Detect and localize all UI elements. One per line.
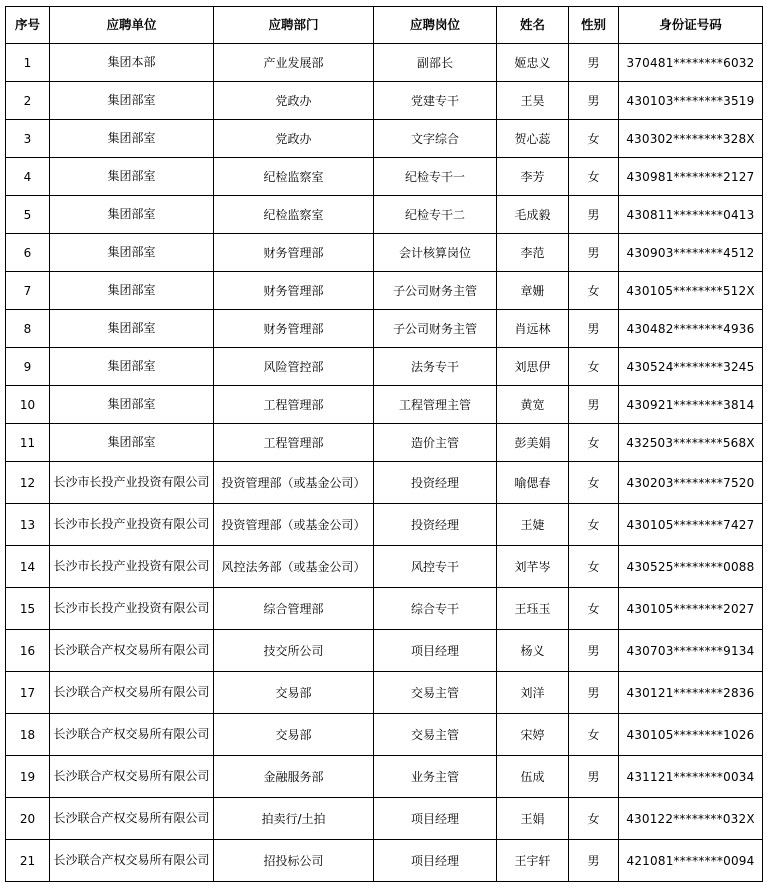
cell-gender: 男 bbox=[569, 196, 619, 234]
cell-id-number: 430105********1026 bbox=[619, 714, 763, 756]
cell-name: 黄宽 bbox=[497, 386, 569, 424]
cell-name: 王珏玉 bbox=[497, 588, 569, 630]
table-row bbox=[6, 82, 763, 120]
cell-gender: 女 bbox=[569, 588, 619, 630]
cell-name: 王婕 bbox=[497, 504, 569, 546]
cell-gender: 女 bbox=[569, 798, 619, 840]
table-row bbox=[6, 714, 763, 756]
table-row bbox=[6, 386, 763, 424]
cell-id-number: 370481********6032 bbox=[619, 44, 763, 82]
cell-seq: 4 bbox=[6, 158, 50, 196]
cell-position: 综合专干 bbox=[374, 588, 497, 630]
header-id-number: 身份证号码 bbox=[619, 7, 763, 44]
cell-gender: 女 bbox=[569, 504, 619, 546]
cell-position: 党建专干 bbox=[374, 82, 497, 120]
cell-seq: 11 bbox=[6, 424, 50, 462]
cell-name: 喻偲春 bbox=[497, 462, 569, 504]
cell-seq: 16 bbox=[6, 630, 50, 672]
header-name: 姓名 bbox=[497, 7, 569, 44]
cell-name: 伍成 bbox=[497, 756, 569, 798]
table-row bbox=[6, 120, 763, 158]
cell-seq: 21 bbox=[6, 840, 50, 882]
cell-department: 风控法务部（或基金公司） bbox=[214, 546, 374, 588]
cell-name: 肖远林 bbox=[497, 310, 569, 348]
cell-seq: 8 bbox=[6, 310, 50, 348]
cell-position: 纪检专干二 bbox=[374, 196, 497, 234]
cell-position: 项目经理 bbox=[374, 630, 497, 672]
table-row bbox=[6, 310, 763, 348]
cell-gender: 女 bbox=[569, 272, 619, 310]
cell-name: 贺心蕊 bbox=[497, 120, 569, 158]
cell-name: 王宇轩 bbox=[497, 840, 569, 882]
cell-seq: 3 bbox=[6, 120, 50, 158]
cell-unit: 集团部室 bbox=[50, 120, 214, 158]
cell-name: 杨义 bbox=[497, 630, 569, 672]
cell-department: 交易部 bbox=[214, 714, 374, 756]
cell-unit: 集团本部 bbox=[50, 44, 214, 82]
cell-department: 综合管理部 bbox=[214, 588, 374, 630]
cell-name: 宋婷 bbox=[497, 714, 569, 756]
cell-id-number: 430703********9134 bbox=[619, 630, 763, 672]
cell-department: 纪检监察室 bbox=[214, 196, 374, 234]
cell-gender: 女 bbox=[569, 462, 619, 504]
cell-position: 项目经理 bbox=[374, 840, 497, 882]
cell-department: 工程管理部 bbox=[214, 386, 374, 424]
cell-unit: 长沙联合产权交易所有限公司 bbox=[50, 714, 214, 756]
cell-unit: 集团部室 bbox=[50, 424, 214, 462]
cell-department: 投资管理部（或基金公司） bbox=[214, 504, 374, 546]
table-row bbox=[6, 424, 763, 462]
cell-gender: 女 bbox=[569, 158, 619, 196]
cell-seq: 7 bbox=[6, 272, 50, 310]
cell-gender: 男 bbox=[569, 82, 619, 120]
cell-department: 投资管理部（或基金公司） bbox=[214, 462, 374, 504]
table-row bbox=[6, 588, 763, 630]
cell-id-number: 430203********7520 bbox=[619, 462, 763, 504]
cell-unit: 集团部室 bbox=[50, 386, 214, 424]
cell-name: 彭美娟 bbox=[497, 424, 569, 462]
cell-position: 投资经理 bbox=[374, 462, 497, 504]
cell-unit: 长沙联合产权交易所有限公司 bbox=[50, 630, 214, 672]
cell-gender: 男 bbox=[569, 44, 619, 82]
cell-unit: 集团部室 bbox=[50, 234, 214, 272]
table-header bbox=[6, 7, 763, 44]
cell-seq: 2 bbox=[6, 82, 50, 120]
cell-id-number: 430103********3519 bbox=[619, 82, 763, 120]
cell-id-number: 430525********0088 bbox=[619, 546, 763, 588]
cell-department: 财务管理部 bbox=[214, 272, 374, 310]
cell-gender: 男 bbox=[569, 386, 619, 424]
cell-department: 拍卖行/土拍 bbox=[214, 798, 374, 840]
cell-seq: 6 bbox=[6, 234, 50, 272]
header-gender: 性别 bbox=[569, 7, 619, 44]
cell-seq: 1 bbox=[6, 44, 50, 82]
table-row bbox=[6, 504, 763, 546]
cell-seq: 17 bbox=[6, 672, 50, 714]
cell-id-number: 432503********568X bbox=[619, 424, 763, 462]
cell-unit: 集团部室 bbox=[50, 272, 214, 310]
cell-gender: 男 bbox=[569, 840, 619, 882]
cell-position: 交易主管 bbox=[374, 672, 497, 714]
cell-unit: 长沙联合产权交易所有限公司 bbox=[50, 756, 214, 798]
cell-department: 金融服务部 bbox=[214, 756, 374, 798]
table-row bbox=[6, 272, 763, 310]
cell-department: 工程管理部 bbox=[214, 424, 374, 462]
cell-position: 造价主管 bbox=[374, 424, 497, 462]
table-row bbox=[6, 348, 763, 386]
cell-gender: 女 bbox=[569, 424, 619, 462]
cell-position: 子公司财务主管 bbox=[374, 272, 497, 310]
cell-unit: 集团部室 bbox=[50, 310, 214, 348]
cell-unit: 长沙市长投产业投资有限公司 bbox=[50, 462, 214, 504]
cell-unit: 长沙联合产权交易所有限公司 bbox=[50, 672, 214, 714]
cell-department: 招投标公司 bbox=[214, 840, 374, 882]
header-department: 应聘部门 bbox=[214, 7, 374, 44]
table-row bbox=[6, 630, 763, 672]
cell-department: 产业发展部 bbox=[214, 44, 374, 82]
cell-position: 工程管理主管 bbox=[374, 386, 497, 424]
cell-seq: 19 bbox=[6, 756, 50, 798]
cell-seq: 20 bbox=[6, 798, 50, 840]
cell-id-number: 421081********0094 bbox=[619, 840, 763, 882]
cell-name: 李范 bbox=[497, 234, 569, 272]
cell-unit: 集团部室 bbox=[50, 158, 214, 196]
cell-name: 刘芊岑 bbox=[497, 546, 569, 588]
cell-department: 党政办 bbox=[214, 120, 374, 158]
table-row bbox=[6, 196, 763, 234]
cell-department: 财务管理部 bbox=[214, 310, 374, 348]
table-row bbox=[6, 756, 763, 798]
table-row bbox=[6, 462, 763, 504]
cell-id-number: 430302********328X bbox=[619, 120, 763, 158]
header-unit: 应聘单位 bbox=[50, 7, 214, 44]
table-row bbox=[6, 840, 763, 882]
cell-name: 李芳 bbox=[497, 158, 569, 196]
cell-seq: 10 bbox=[6, 386, 50, 424]
cell-seq: 12 bbox=[6, 462, 50, 504]
cell-seq: 18 bbox=[6, 714, 50, 756]
cell-gender: 男 bbox=[569, 630, 619, 672]
cell-department: 交易部 bbox=[214, 672, 374, 714]
cell-seq: 9 bbox=[6, 348, 50, 386]
cell-gender: 男 bbox=[569, 672, 619, 714]
cell-department: 党政办 bbox=[214, 82, 374, 120]
cell-department: 纪检监察室 bbox=[214, 158, 374, 196]
cell-id-number: 430122********032X bbox=[619, 798, 763, 840]
cell-position: 交易主管 bbox=[374, 714, 497, 756]
table-row bbox=[6, 798, 763, 840]
cell-unit: 长沙联合产权交易所有限公司 bbox=[50, 840, 214, 882]
cell-position: 会计核算岗位 bbox=[374, 234, 497, 272]
cell-seq: 5 bbox=[6, 196, 50, 234]
table-body bbox=[6, 44, 763, 882]
cell-name: 刘洋 bbox=[497, 672, 569, 714]
cell-id-number: 430482********4936 bbox=[619, 310, 763, 348]
table-row bbox=[6, 546, 763, 588]
applicant-table bbox=[5, 6, 763, 882]
cell-id-number: 430524********3245 bbox=[619, 348, 763, 386]
cell-unit: 集团部室 bbox=[50, 196, 214, 234]
cell-unit: 集团部室 bbox=[50, 348, 214, 386]
cell-name: 王昊 bbox=[497, 82, 569, 120]
cell-unit: 集团部室 bbox=[50, 82, 214, 120]
cell-id-number: 430903********4512 bbox=[619, 234, 763, 272]
cell-gender: 男 bbox=[569, 234, 619, 272]
table-row bbox=[6, 44, 763, 82]
header-row bbox=[6, 7, 763, 44]
table-row bbox=[6, 234, 763, 272]
cell-name: 毛成毅 bbox=[497, 196, 569, 234]
cell-gender: 男 bbox=[569, 310, 619, 348]
table-row bbox=[6, 158, 763, 196]
cell-department: 风险管控部 bbox=[214, 348, 374, 386]
cell-name: 王娟 bbox=[497, 798, 569, 840]
cell-unit: 长沙联合产权交易所有限公司 bbox=[50, 798, 214, 840]
cell-department: 技交所公司 bbox=[214, 630, 374, 672]
header-position: 应聘岗位 bbox=[374, 7, 497, 44]
cell-id-number: 430981********2127 bbox=[619, 158, 763, 196]
cell-id-number: 430121********2836 bbox=[619, 672, 763, 714]
cell-position: 纪检专干一 bbox=[374, 158, 497, 196]
cell-id-number: 430105********7427 bbox=[619, 504, 763, 546]
cell-unit: 长沙市长投产业投资有限公司 bbox=[50, 504, 214, 546]
cell-id-number: 430105********2027 bbox=[619, 588, 763, 630]
cell-position: 风控专干 bbox=[374, 546, 497, 588]
cell-gender: 男 bbox=[569, 756, 619, 798]
cell-gender: 女 bbox=[569, 714, 619, 756]
cell-position: 副部长 bbox=[374, 44, 497, 82]
cell-position: 投资经理 bbox=[374, 504, 497, 546]
cell-id-number: 430105********512X bbox=[619, 272, 763, 310]
cell-name: 刘思伊 bbox=[497, 348, 569, 386]
cell-position: 项目经理 bbox=[374, 798, 497, 840]
cell-position: 文字综合 bbox=[374, 120, 497, 158]
cell-id-number: 430921********3814 bbox=[619, 386, 763, 424]
cell-seq: 13 bbox=[6, 504, 50, 546]
cell-gender: 女 bbox=[569, 120, 619, 158]
cell-department: 财务管理部 bbox=[214, 234, 374, 272]
cell-unit: 长沙市长投产业投资有限公司 bbox=[50, 588, 214, 630]
cell-name: 章姗 bbox=[497, 272, 569, 310]
cell-unit: 长沙市长投产业投资有限公司 bbox=[50, 546, 214, 588]
cell-position: 法务专干 bbox=[374, 348, 497, 386]
header-seq: 序号 bbox=[6, 7, 50, 44]
cell-id-number: 430811********0413 bbox=[619, 196, 763, 234]
cell-position: 子公司财务主管 bbox=[374, 310, 497, 348]
cell-position: 业务主管 bbox=[374, 756, 497, 798]
cell-gender: 女 bbox=[569, 546, 619, 588]
table-row bbox=[6, 672, 763, 714]
cell-seq: 15 bbox=[6, 588, 50, 630]
cell-seq: 14 bbox=[6, 546, 50, 588]
cell-id-number: 431121********0034 bbox=[619, 756, 763, 798]
cell-name: 姬忠义 bbox=[497, 44, 569, 82]
cell-gender: 女 bbox=[569, 348, 619, 386]
